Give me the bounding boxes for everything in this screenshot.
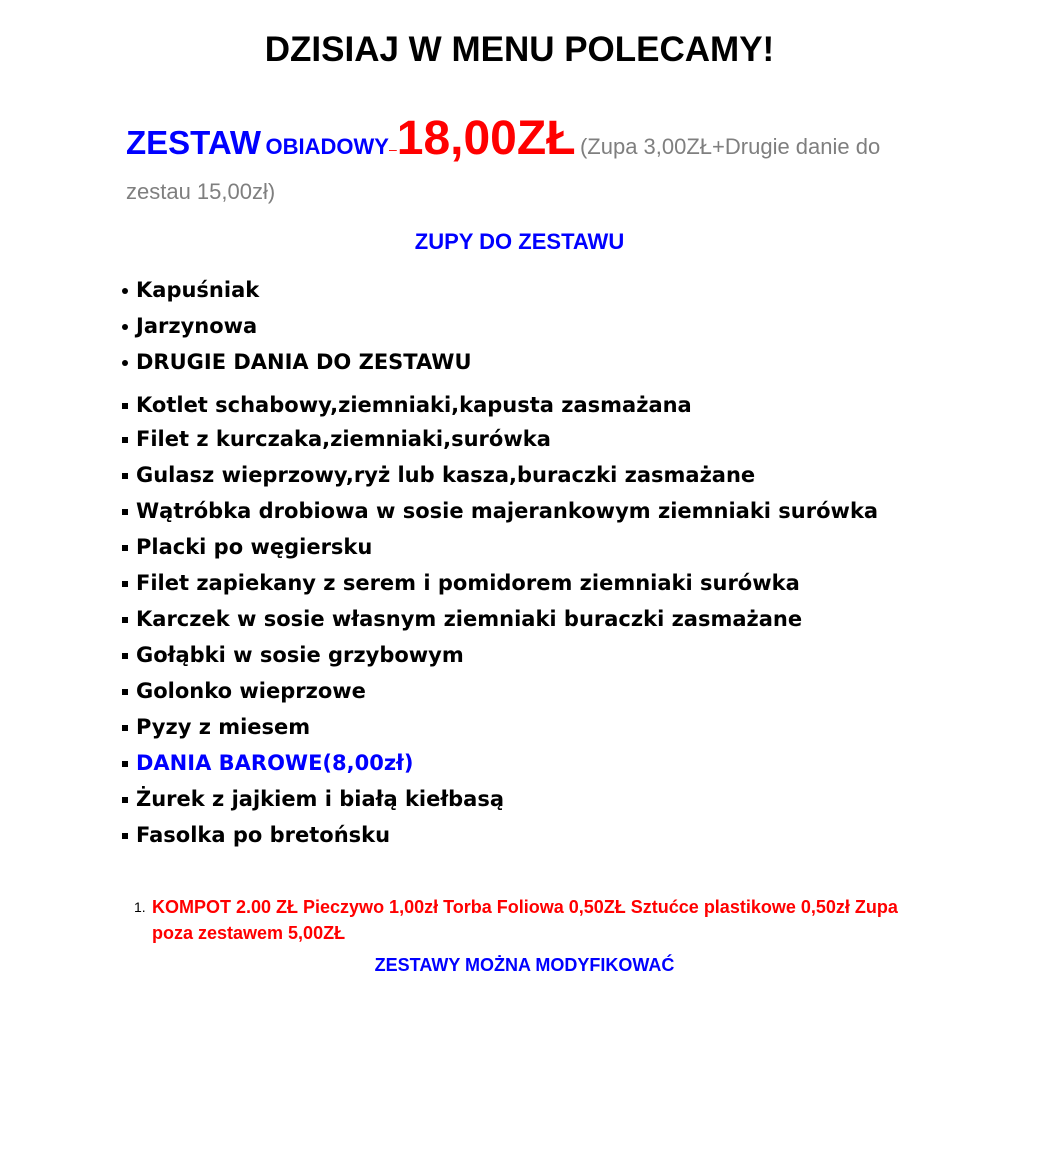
bullet-square-icon	[122, 725, 128, 731]
dish-name: Fasolka po bretońsku	[136, 823, 391, 847]
list-item	[120, 638, 880, 672]
bullet-square-icon	[122, 473, 128, 479]
list-item	[120, 746, 880, 780]
list-item	[120, 602, 880, 636]
list-item	[120, 308, 880, 344]
bullet-square-icon	[122, 689, 128, 695]
list-number: 1.	[134, 899, 146, 915]
bullet-dot-icon	[122, 324, 128, 330]
extras-text: KOMPOT 2.00 ZŁ Pieczywo 1,00zł Torba Foliowa 0,50ZŁ Sztućce plastikowe 0,50zł Zupa poza zestawem 5,00ZŁ	[152, 897, 898, 943]
set-menu-block	[126, 112, 926, 216]
list-item	[120, 494, 880, 528]
dish-list	[120, 388, 880, 854]
dish-name: Gołąbki w sosie grzybowym	[136, 643, 464, 667]
extras-list	[134, 894, 934, 946]
bullet-square-icon	[122, 437, 128, 443]
list-item	[120, 422, 880, 456]
soup-name: Kapuśniak	[136, 278, 260, 302]
list-item	[120, 344, 880, 380]
set-label: ZESTAW	[126, 124, 262, 161]
bullet-square-icon	[122, 653, 128, 659]
list-item	[120, 458, 880, 492]
soup-list	[120, 272, 880, 380]
bullet-square-icon	[122, 403, 128, 409]
list-item	[120, 272, 880, 308]
set-dash: –	[388, 141, 397, 157]
bullet-dot-icon	[122, 360, 128, 366]
dish-name: Karczek w sosie własnym ziemniaki buraczki zasmażane	[136, 607, 803, 631]
bullet-square-icon	[122, 617, 128, 623]
list-item	[120, 710, 880, 744]
page-title: DZISIAJ W MENU POLECAMY!	[264, 30, 775, 69]
dish-name: Wątróbka drobiowa w sosie majerankowym ziemniaki surówka	[136, 499, 879, 523]
set-price: 18,00ZŁ	[396, 112, 576, 165]
bullet-square-icon	[122, 761, 128, 767]
set-price-note: (Zupa 3,00ZŁ+Drugie danie do zestau 15,00zł)	[126, 134, 881, 204]
bullet-square-icon	[122, 797, 128, 803]
bullet-square-icon	[122, 545, 128, 551]
list-item	[120, 530, 880, 564]
dish-name: Filet zapiekany z serem i pomidorem ziemniaki surówka	[136, 571, 800, 595]
bullet-square-icon	[122, 581, 128, 587]
dish-name: Żurek z jajkiem i białą kiełbasą	[136, 787, 505, 811]
bullet-square-icon	[122, 509, 128, 515]
soup-name: Jarzynowa	[136, 314, 258, 338]
list-item	[120, 674, 880, 708]
dish-name: Gulasz wieprzowy,ryż lub kasza,buraczki zasmażane	[136, 463, 756, 487]
bullet-dot-icon	[122, 288, 128, 294]
dish-name: Placki po węgiersku	[136, 535, 373, 559]
list-item	[134, 894, 934, 946]
set-sublabel: OBIADOWY	[265, 134, 389, 159]
modify-note: ZESTAWY MOŻNA MODYFIKOWAĆ	[374, 955, 675, 975]
bullet-square-icon	[122, 833, 128, 839]
list-item	[120, 818, 880, 852]
list-item	[120, 566, 880, 600]
list-item	[120, 782, 880, 816]
dish-name: Filet z kurczaka,ziemniaki,surówka	[136, 427, 551, 451]
dish-name: Golonko wieprzowe	[136, 679, 366, 703]
dish-name: Pyzy z miesem	[136, 715, 311, 739]
dish-name: Kotlet schabowy,ziemniaki,kapusta zasmażana	[136, 393, 692, 417]
list-item	[120, 388, 880, 422]
soups-heading: ZUPY DO ZESTAWU	[414, 229, 625, 254]
main-dishes-heading: DRUGIE DANIA DO ZESTAWU	[136, 350, 472, 374]
bar-dishes-heading: DANIA BAROWE(8,00zł)	[136, 751, 414, 775]
